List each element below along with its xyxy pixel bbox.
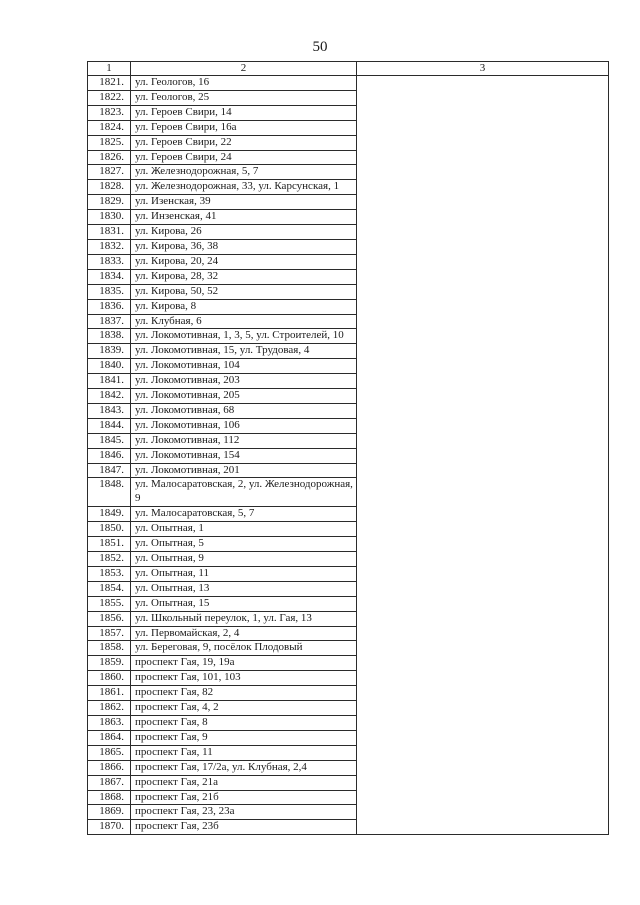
row-address: ул. Локомотивная, 201	[131, 463, 357, 478]
row-address: ул. Изенская, 39	[131, 195, 357, 210]
row-number: 1838.	[88, 329, 131, 344]
table-row	[88, 76, 609, 91]
row-address: ул. Первомайская, 2, 4	[131, 626, 357, 641]
row-address: ул. Локомотивная, 203	[131, 374, 357, 389]
row-address: ул. Героев Свири, 14	[131, 105, 357, 120]
row-address: проспект Гая, 23б	[131, 820, 357, 835]
row-number: 1841.	[88, 374, 131, 389]
row-address: ул. Малосаратовская, 5, 7	[131, 507, 357, 522]
row-address: проспект Гая, 82	[131, 686, 357, 701]
row-number: 1860.	[88, 671, 131, 686]
row-address: проспект Гая, 21б	[131, 790, 357, 805]
row-address: ул. Локомотивная, 112	[131, 433, 357, 448]
row-number: 1831.	[88, 225, 131, 240]
column-3-cell	[357, 76, 609, 835]
row-address: ул. Клубная, 6	[131, 314, 357, 329]
row-address: ул. Железнодорожная, 5, 7	[131, 165, 357, 180]
row-address: ул. Береговая, 9, посёлок Плодовый	[131, 641, 357, 656]
row-number: 1829.	[88, 195, 131, 210]
header-col-2: 2	[131, 62, 357, 76]
row-address: ул. Локомотивная, 154	[131, 448, 357, 463]
row-number: 1858.	[88, 641, 131, 656]
row-address: ул. Героев Свири, 22	[131, 135, 357, 150]
row-number: 1870.	[88, 820, 131, 835]
row-number: 1836.	[88, 299, 131, 314]
row-address: ул. Кирова, 28, 32	[131, 269, 357, 284]
row-address: ул. Героев Свири, 24	[131, 150, 357, 165]
row-number: 1835.	[88, 284, 131, 299]
row-number: 1867.	[88, 775, 131, 790]
row-address: ул. Опытная, 13	[131, 581, 357, 596]
row-address: ул. Опытная, 1	[131, 522, 357, 537]
row-address: ул. Железнодорожная, 33, ул. Карсунская, 1	[131, 180, 357, 195]
row-address: проспект Гая, 101, 103	[131, 671, 357, 686]
row-address: ул. Опытная, 5	[131, 537, 357, 552]
row-address: ул. Локомотивная, 205	[131, 389, 357, 404]
row-number: 1823.	[88, 105, 131, 120]
row-number: 1859.	[88, 656, 131, 671]
row-address: ул. Кирова, 36, 38	[131, 239, 357, 254]
row-number: 1837.	[88, 314, 131, 329]
row-number: 1827.	[88, 165, 131, 180]
row-number: 1821.	[88, 76, 131, 91]
row-address: ул. Кирова, 20, 24	[131, 254, 357, 269]
row-number: 1845.	[88, 433, 131, 448]
address-table	[87, 61, 609, 835]
row-number: 1832.	[88, 239, 131, 254]
row-number: 1852.	[88, 552, 131, 567]
row-number: 1856.	[88, 611, 131, 626]
row-number: 1857.	[88, 626, 131, 641]
row-address: ул. Опытная, 15	[131, 596, 357, 611]
row-address: ул. Локомотивная, 1, 3, 5, ул. Строителей, 10	[131, 329, 357, 344]
row-address: ул. Инзенская, 41	[131, 210, 357, 225]
table-body	[88, 76, 609, 835]
row-number: 1853.	[88, 566, 131, 581]
row-address: ул. Геологов, 16	[131, 76, 357, 91]
row-address: ул. Геологов, 25	[131, 90, 357, 105]
row-number: 1850.	[88, 522, 131, 537]
row-number: 1839.	[88, 344, 131, 359]
row-number: 1846.	[88, 448, 131, 463]
row-number: 1869.	[88, 805, 131, 820]
row-number: 1851.	[88, 537, 131, 552]
row-address: проспект Гая, 19, 19а	[131, 656, 357, 671]
row-number: 1825.	[88, 135, 131, 150]
row-number: 1826.	[88, 150, 131, 165]
row-address: ул. Кирова, 8	[131, 299, 357, 314]
row-address: ул. Локомотивная, 106	[131, 418, 357, 433]
row-address: проспект Гая, 11	[131, 745, 357, 760]
row-number: 1824.	[88, 120, 131, 135]
row-address: проспект Гая, 4, 2	[131, 701, 357, 716]
row-number: 1854.	[88, 581, 131, 596]
row-address: ул. Локомотивная, 104	[131, 359, 357, 374]
row-address: ул. Кирова, 26	[131, 225, 357, 240]
row-address: ул. Героев Свири, 16а	[131, 120, 357, 135]
row-address: ул. Малосаратовская, 2, ул. Железнодорожная, 9	[131, 478, 357, 507]
row-number: 1842.	[88, 389, 131, 404]
row-number: 1863.	[88, 715, 131, 730]
row-number: 1865.	[88, 745, 131, 760]
header-col-1: 1	[88, 62, 131, 76]
table-header	[88, 62, 609, 76]
row-address: ул. Локомотивная, 15, ул. Трудовая, 4	[131, 344, 357, 359]
header-col-3: 3	[357, 62, 609, 76]
row-address: проспект Гая, 23, 23а	[131, 805, 357, 820]
row-number: 1862.	[88, 701, 131, 716]
row-number: 1848.	[88, 478, 131, 507]
row-number: 1864.	[88, 730, 131, 745]
row-address: ул. Школьный переулок, 1, ул. Гая, 13	[131, 611, 357, 626]
row-number: 1868.	[88, 790, 131, 805]
row-number: 1847.	[88, 463, 131, 478]
row-number: 1855.	[88, 596, 131, 611]
row-number: 1834.	[88, 269, 131, 284]
row-address: проспект Гая, 8	[131, 715, 357, 730]
row-number: 1840.	[88, 359, 131, 374]
row-address: ул. Локомотивная, 68	[131, 403, 357, 418]
row-number: 1849.	[88, 507, 131, 522]
row-address: проспект Гая, 21а	[131, 775, 357, 790]
row-address: проспект Гая, 17/2а, ул. Клубная, 2,4	[131, 760, 357, 775]
row-number: 1830.	[88, 210, 131, 225]
row-number: 1866.	[88, 760, 131, 775]
row-number: 1822.	[88, 90, 131, 105]
row-number: 1828.	[88, 180, 131, 195]
row-address: ул. Кирова, 50, 52	[131, 284, 357, 299]
row-address: проспект Гая, 9	[131, 730, 357, 745]
row-address: ул. Опытная, 9	[131, 552, 357, 567]
row-number: 1861.	[88, 686, 131, 701]
row-number: 1844.	[88, 418, 131, 433]
page-number: 50	[312, 39, 328, 55]
row-address: ул. Опытная, 11	[131, 566, 357, 581]
row-number: 1843.	[88, 403, 131, 418]
row-number: 1833.	[88, 254, 131, 269]
header-row	[88, 62, 609, 76]
